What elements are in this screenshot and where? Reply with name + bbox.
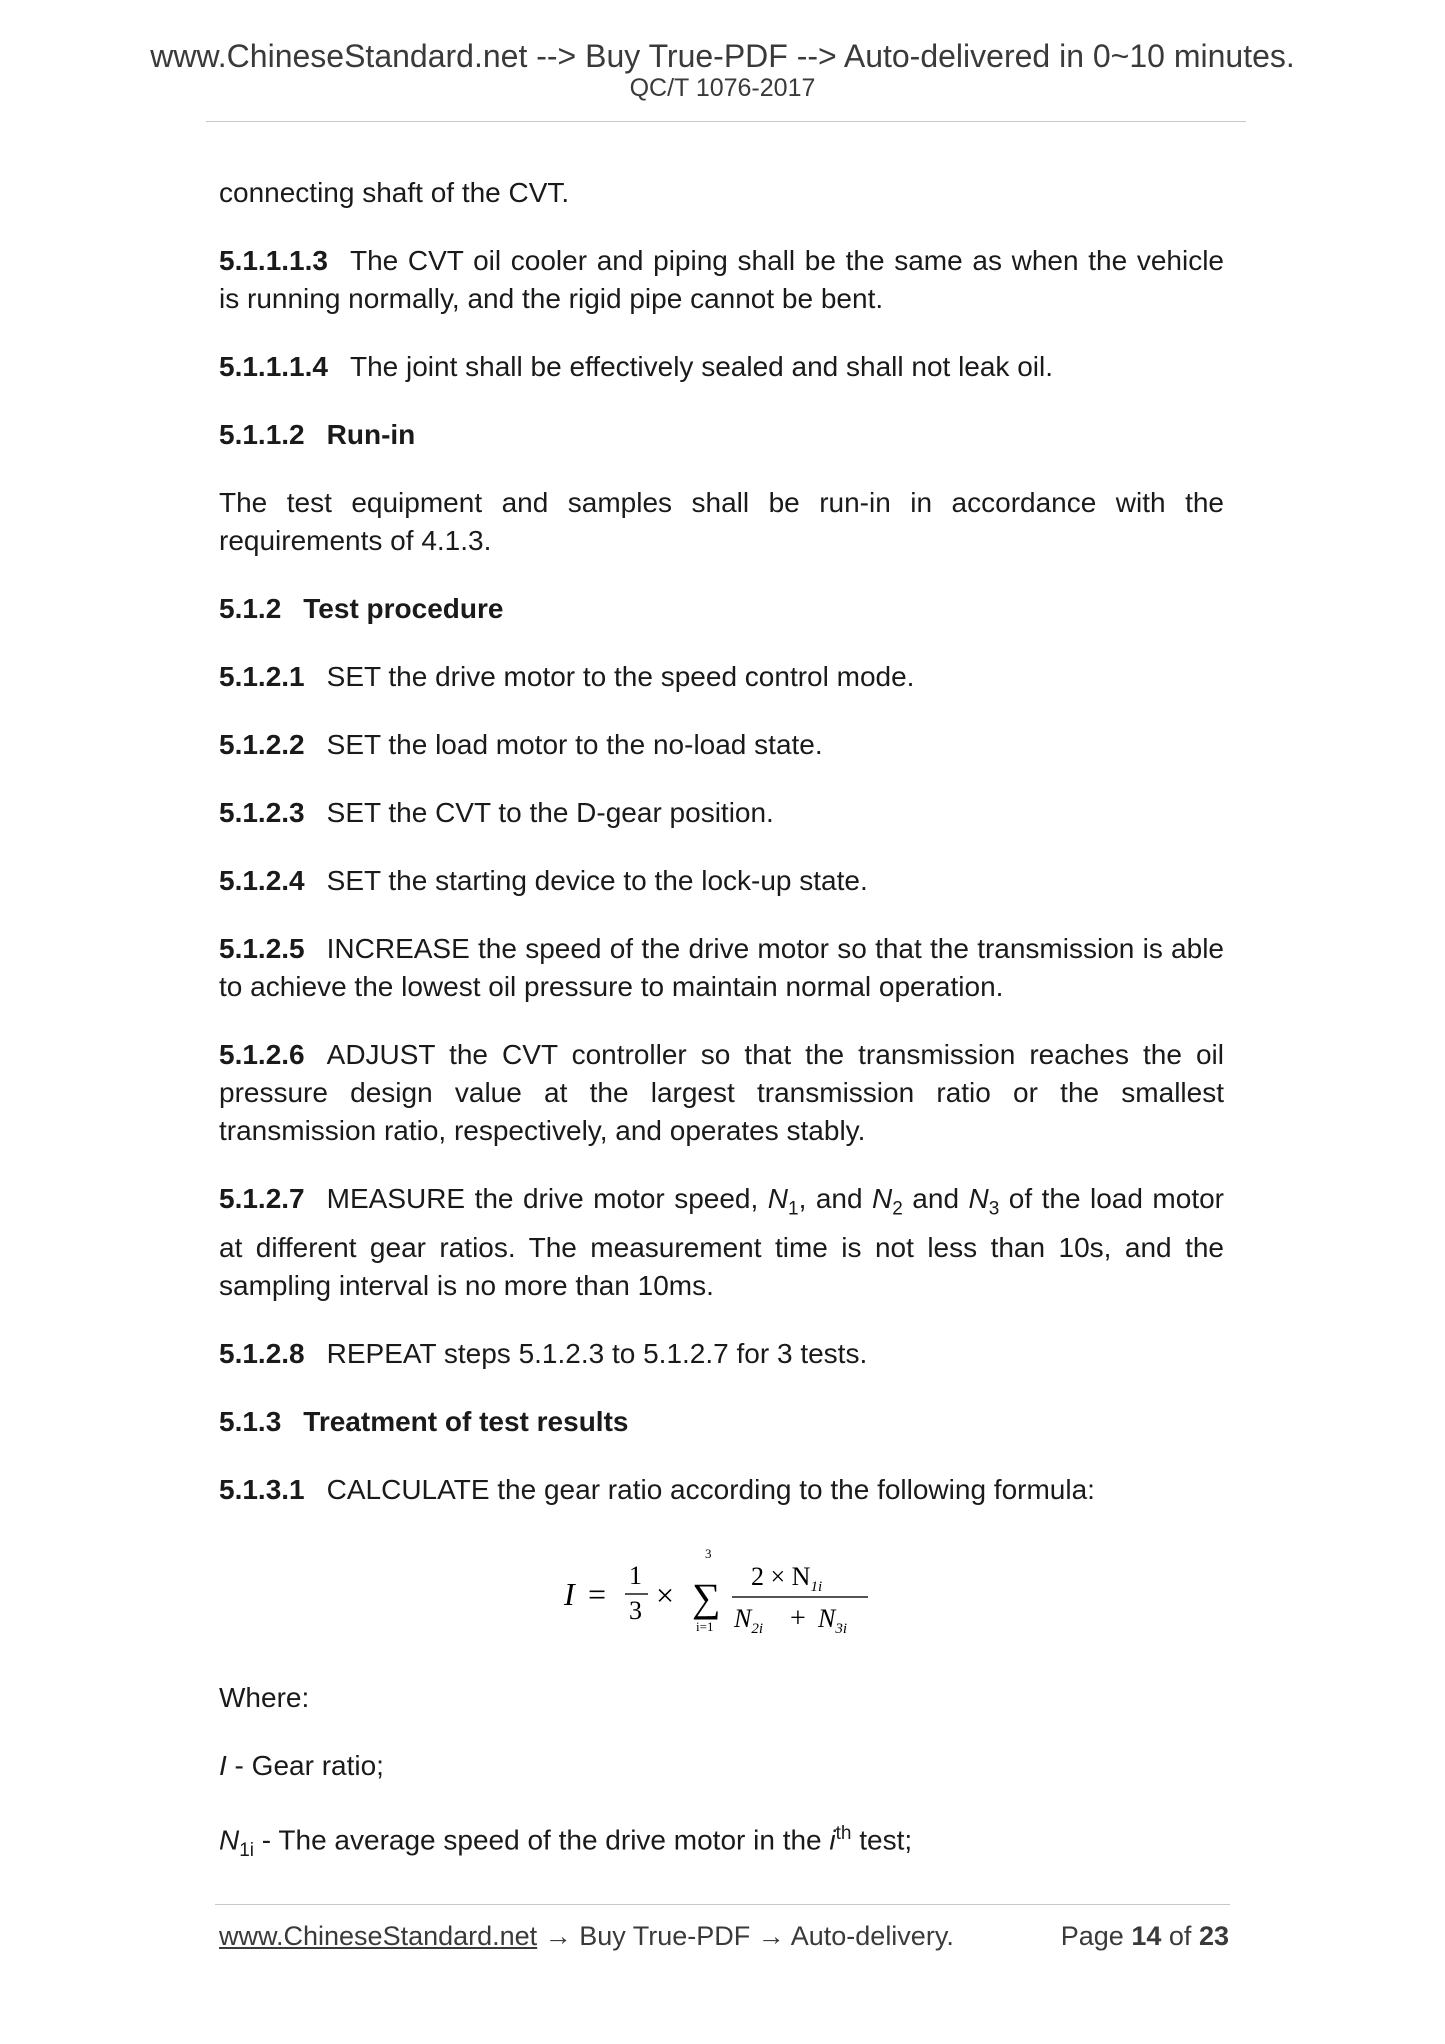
clause-number: 5.1.2.5 [219, 933, 305, 964]
clause-5-1-2-7 [219, 1180, 1224, 1305]
document-body [219, 174, 1224, 1900]
heading-title: Run-in [326, 419, 416, 450]
formula-equals: = [587, 1575, 606, 1612]
clause-number: 5.1.1.1.4 [219, 351, 328, 382]
heading-title: Test procedure [303, 593, 504, 624]
var-n: N [968, 1183, 989, 1214]
header-divider [206, 121, 1246, 122]
clause-number: 5.1.2.3 [219, 797, 305, 828]
heading-number: 5.1.3 [219, 1405, 282, 1437]
symbol-n-sub: 1i [239, 1839, 255, 1861]
clause-text: SET the drive motor to the speed control mode. [326, 661, 915, 692]
page-indicator [1061, 1921, 1229, 1952]
clause-5-1-1-1-4 [219, 348, 1224, 386]
clause-5-1-3-1 [219, 1471, 1224, 1509]
formula-den-b: N [817, 1603, 835, 1633]
definition-text-a: - The average speed of the drive motor in the [254, 1823, 830, 1855]
formula-lhs: I [563, 1575, 575, 1612]
clause-text: The joint shall be effectively sealed and shall not leak oil. [349, 351, 1054, 382]
clause-text: SET the load motor to the no-load state. [326, 729, 823, 760]
sub-1: 1 [787, 1198, 799, 1220]
formula-fraction-denominator: 3 [628, 1595, 642, 1625]
clause-number: 5.1.2.1 [219, 661, 305, 692]
clause-text: CALCULATE the gear ratio according to the following formula: [326, 1473, 1095, 1505]
var-n: N [767, 1183, 788, 1214]
clause-number: 5.1.2.7 [219, 1183, 305, 1214]
footer-tagline: → Buy True-PDF → Auto-delivery. [537, 1921, 954, 1951]
where-label: Where: [219, 1681, 310, 1713]
formula-times: × [655, 1576, 674, 1613]
page-footer [219, 1921, 1229, 1952]
clause-text-d: of the load motor at different gear ratios. The measurement time is not less than 10s, and the sampling interval is no more than 10ms. [219, 1183, 1224, 1301]
formula-numerator-sub: 1i [809, 1578, 822, 1595]
page-label: Page [1060, 1921, 1124, 1951]
clause-number: 5.1.2.8 [219, 1337, 305, 1369]
heading-number: 5.1.2 [219, 593, 282, 624]
paragraph-continuation: connecting shaft of the CVT. [219, 177, 570, 208]
clause-number: 5.1.1.1.3 [219, 245, 328, 276]
clause-number: 5.1.2.4 [219, 865, 305, 896]
footer-site-link[interactable]: www.ChineseStandard.net [219, 1921, 538, 1951]
page-total: 23 [1198, 1921, 1229, 1951]
definition-gear-ratio [219, 1747, 1224, 1785]
paragraph-run-in: The test equipment and samples shall be run-in in accordance with the requirements of 4.1.3. [219, 487, 1224, 556]
heading-title: Treatment of test results [303, 1405, 629, 1437]
var-n: N [872, 1183, 893, 1214]
gear-ratio-formula [219, 1539, 1224, 1649]
clause-5-1-2-5 [219, 930, 1224, 1006]
clause-text-a: MEASURE the drive motor speed, [326, 1183, 768, 1214]
definition-n1i [219, 1815, 1224, 1870]
heading-5-1-3 [219, 1403, 1224, 1441]
formula-denominator-b [817, 1604, 847, 1637]
formula-numerator [751, 1562, 822, 1595]
formula-denominator-a [733, 1604, 763, 1637]
sub-3: 3 [988, 1198, 1000, 1220]
clause-text: REPEAT steps 5.1.2.3 to 5.1.2.7 for 3 tests. [326, 1337, 868, 1369]
symbol-n: N [219, 1823, 240, 1855]
clause-text: SET the starting device to the lock-up state. [326, 865, 868, 896]
clause-number: 5.1.2.6 [219, 1039, 305, 1070]
formula-den-b-sub: 3i [834, 1620, 847, 1637]
clause-number: 5.1.3.1 [219, 1473, 305, 1505]
heading-5-1-2 [219, 590, 1224, 628]
formula-numerator-main: 2 × N [750, 1561, 810, 1591]
formula-den-a-sub: 2i [750, 1620, 763, 1637]
clause-text-c: and [902, 1183, 969, 1214]
clause-5-1-2-3 [219, 794, 1224, 832]
clause-text: INCREASE the speed of the drive motor so that the transmission is able to achieve the lowest oil pressure to maintain normal operation. [219, 933, 1224, 1002]
clause-text: ADJUST the CVT controller so that the transmission reaches the oil pressure design value at the largest transmission ratio or the smallest transmission ratio, respectively, and operates stably. [219, 1039, 1224, 1146]
definition-text-b: test; [851, 1823, 913, 1855]
sigma-icon: ∑ [691, 1574, 721, 1620]
footer-divider [215, 1904, 1230, 1905]
clause-5-1-2-2 [219, 726, 1224, 764]
formula-sum-upper: 3 [704, 1545, 711, 1561]
definition-text: - Gear ratio; [226, 1749, 384, 1781]
formula-den-a: N [733, 1603, 751, 1633]
ordinal-suffix: th [835, 1822, 852, 1844]
header-banner[interactable]: www.ChineseStandard.net --> Buy True-PDF --> Auto-delivered in 0~10 minutes. [150, 38, 1295, 74]
standard-code: QC/T 1076-2017 [629, 74, 816, 102]
clause-5-1-2-6 [219, 1036, 1224, 1150]
clause-text: The CVT oil cooler and piping shall be the same as when the vehicle is running normally, and the rigid pipe cannot be bent. [219, 245, 1224, 314]
clause-5-1-1-1-3 [219, 242, 1224, 318]
clause-5-1-2-4 [219, 862, 1224, 900]
of-label: of [1168, 1921, 1192, 1951]
clause-5-1-2-1 [219, 658, 1224, 696]
formula-plus: + [789, 1602, 806, 1634]
heading-number: 5.1.1.2 [219, 419, 305, 450]
clause-text: SET the CVT to the D-gear position. [326, 797, 774, 828]
symbol-i-index: i [829, 1823, 836, 1855]
formula-fraction-numerator: 1 [628, 1560, 642, 1590]
symbol-i: I [219, 1749, 227, 1781]
formula-sum-lower: i=1 [695, 1618, 713, 1634]
page-number: 14 [1131, 1921, 1162, 1951]
clause-5-1-2-8 [219, 1335, 1224, 1373]
clause-number: 5.1.2.2 [219, 729, 305, 760]
heading-5-1-1-2 [219, 416, 1224, 454]
clause-text-b: , and [798, 1183, 873, 1214]
formula-graphic [562, 1539, 882, 1649]
sub-2: 2 [892, 1198, 903, 1220]
